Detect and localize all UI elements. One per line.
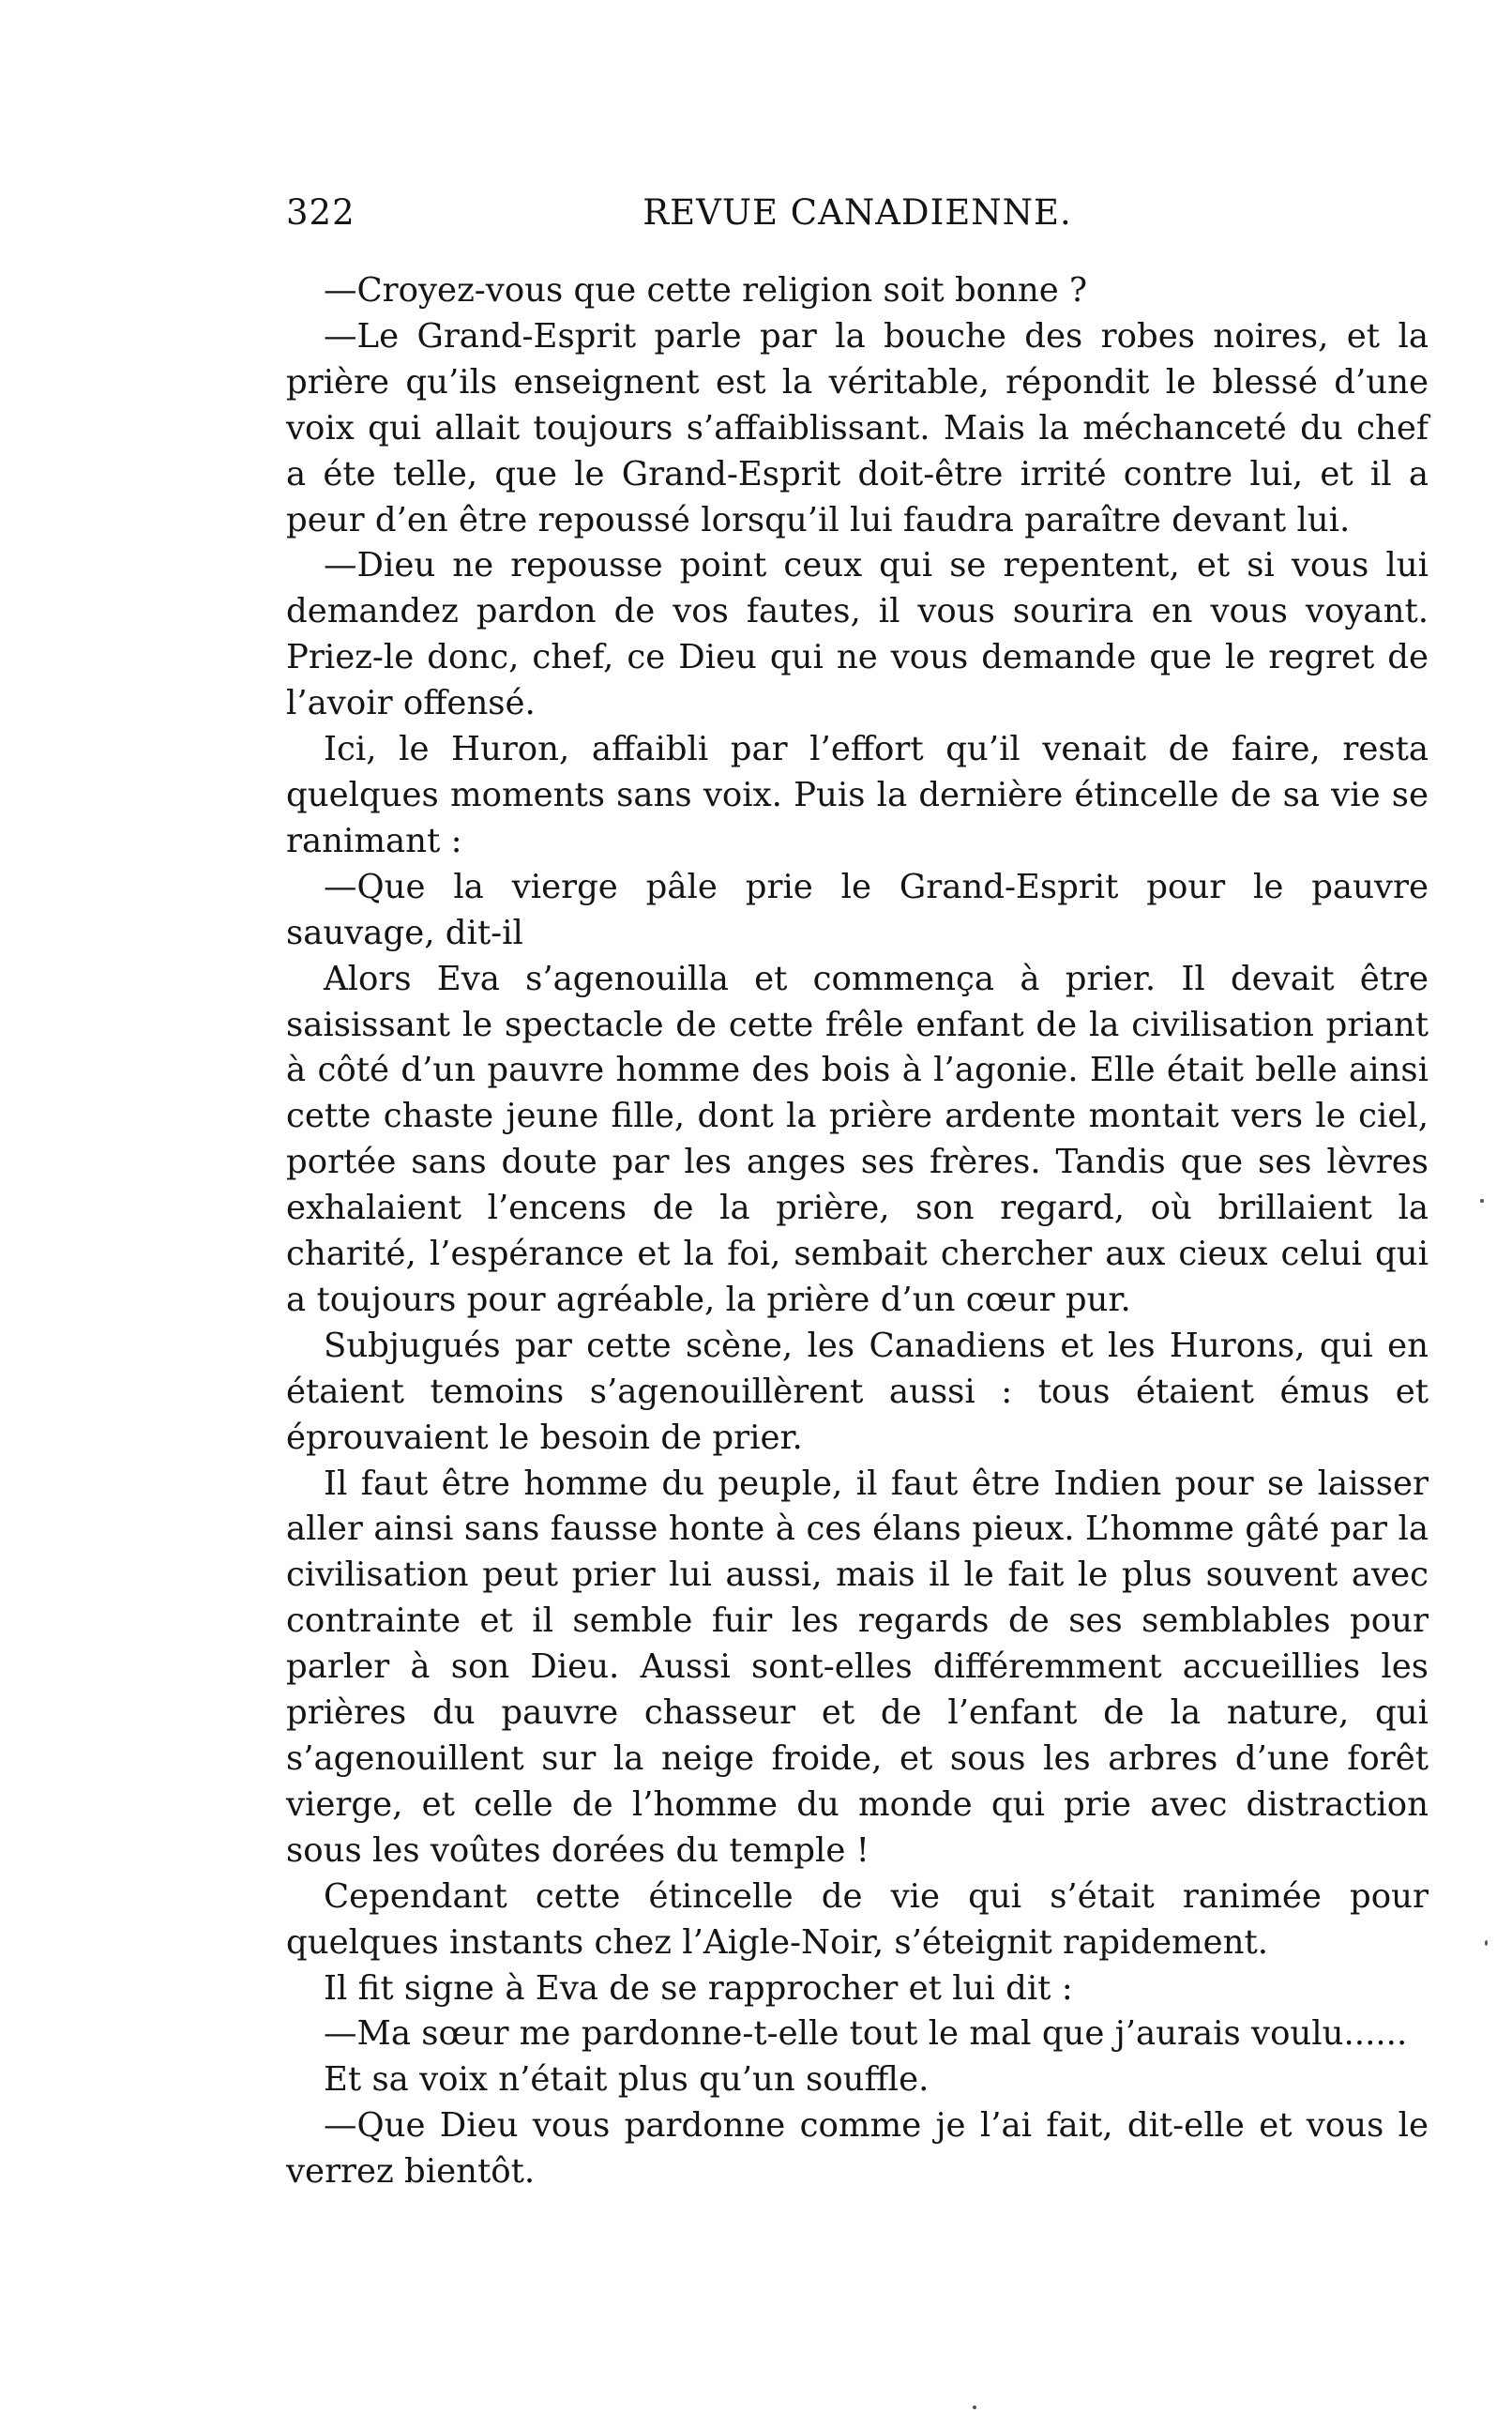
paragraph: Il fit signe à Eva de se rapprocher et lui dit : — [324, 1968, 1073, 2008]
paragraph: —Ma sœur me pardonne-t-elle tout le mal que j’aurais voulu...... — [324, 2014, 1408, 2054]
paragraph: —Que Dieu vous pardonne comme je l’ai fait, dit-elle et vous le verrez bientôt. — [286, 2106, 1429, 2192]
body-text — [286, 268, 1429, 2195]
paragraph: Cependant cette étincelle de vie qui s’était ranimée pour quelques instants chez l’Aigle-Noir, s’éteignit rapidement. — [286, 1876, 1429, 1962]
paragraph: —Le Grand-Esprit parle par la bouche des robes noires, et la prière qu’ils enseignent est la véritable, répondit le blessé d’une voix qui allait toujours s’affaiblissant. Mais la méchanceté du chef a éte telle, que le Grand-Esprit doit-être irrité contre lui, et il a peur d’en être repoussé lorsqu’il lui faudra paraître devant lui. — [286, 316, 1429, 539]
paragraph: Subjugués par cette scène, les Canadiens et les Hurons, qui en étaient temoins s’agenouillèrent aussi : tous étaient émus et éprouvaient le besoin de prier. — [286, 1326, 1429, 1457]
page-header — [286, 192, 1429, 249]
print-speck — [1480, 1199, 1484, 1203]
paragraph: —Croyez-vous que cette religion soit bonne ? — [324, 271, 1088, 310]
paragraph: —Dieu ne repousse point ceux qui se repentent, et si vous lui demandez pardon de vos fautes, il vous sourira en vous voyant. Priez-le donc, chef, ce Dieu qui ne vous demande que le regret de l’avoir offensé. — [286, 546, 1429, 723]
paragraph: —Que la vierge pâle prie le Grand-Esprit pour le pauvre sauvage, dit-il — [286, 867, 1429, 952]
paragraph: Alors Eva s’agenouilla et commença à prier. Il devait être saisissant le spectacle de cette frêle enfant de la civilisation priant à côté d’un pauvre homme des bois à l’agonie. Elle était belle ainsi cette chaste jeune fille, dont la prière ardente montait vers le ciel, portée sans doute par les anges ses frères. Tandis que ses lèvres exhalaient l’encens de la prière, son regard, où brillaient la charité, l’espérance et la foi, sembait chercher aux cieux celui qui a toujours pour agréable, la prière d’un cœur pur. — [286, 959, 1429, 1319]
paragraph: Il faut être homme du peuple, il faut être Indien pour se laisser aller ainsi sans fausse honte à ces élans pieux. L’homme gâté par la civilisation peut prier lui aussi, mais il le fait le plus souvent avec contrainte et il semble fuir les regards de ses semblables pour parler à son Dieu. Aussi sont-elles différemment accueillies les prières du pauvre chasseur et de l’enfant de la nature, qui s’agenouillent sur la neige froide, et sous les arbres d’une forêt vierge, et celle de l’homme du monde qui prie avec distraction sous les voûtes dorées du temple ! — [286, 1464, 1429, 1870]
paragraph: Et sa voix n’était plus qu’un souffle. — [324, 2060, 930, 2100]
print-speck — [973, 2405, 976, 2409]
page-number: 322 — [286, 192, 355, 233]
print-speck — [1485, 1940, 1488, 1946]
paragraph: Ici, le Huron, affaibli par l’effort qu’il venait de faire, resta quelques moments sans voix. Puis la dernière étincelle de sa vie se ranimant : — [286, 730, 1429, 860]
running-title: REVUE CANADIENNE. — [643, 192, 1072, 233]
